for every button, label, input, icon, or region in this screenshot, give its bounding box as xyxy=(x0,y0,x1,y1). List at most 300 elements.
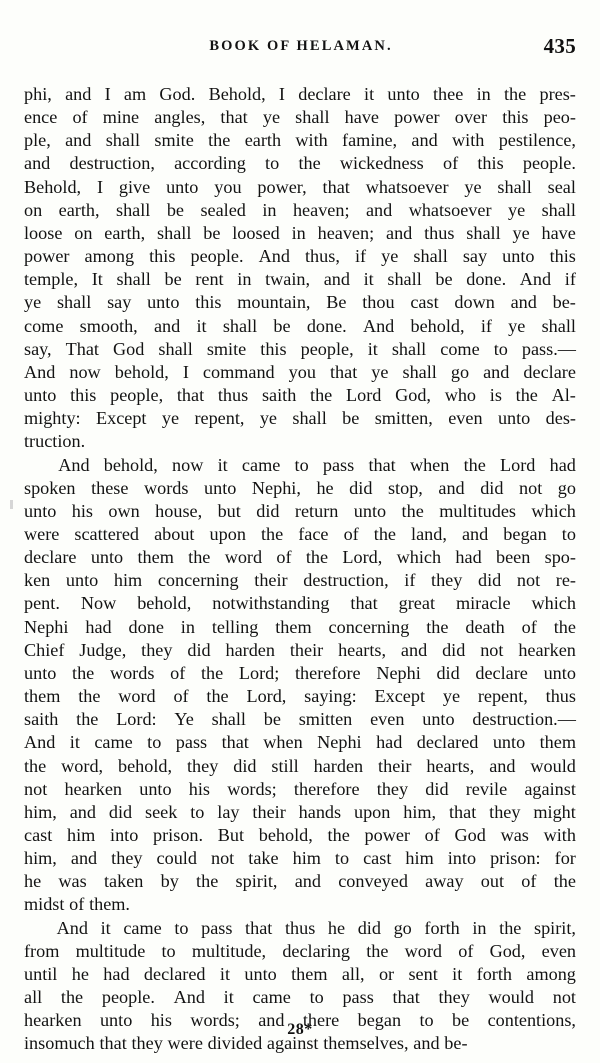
word: God xyxy=(113,338,145,359)
word: when xyxy=(409,454,450,475)
word: And xyxy=(56,917,88,938)
word: did xyxy=(187,639,211,660)
word: the xyxy=(208,130,231,151)
word: and xyxy=(483,361,510,382)
text-line xyxy=(24,662,576,685)
word: shall xyxy=(391,338,427,359)
text-line: insomuch that they were divided against themselves, and be- xyxy=(24,1033,468,1054)
scan-artifact-mark xyxy=(10,500,13,509)
word: Behold, xyxy=(208,84,266,104)
word: and xyxy=(70,848,98,869)
word: shall xyxy=(402,361,437,382)
word: his xyxy=(150,1010,172,1031)
word: word xyxy=(224,547,263,568)
word: people. xyxy=(190,246,244,267)
word: shall xyxy=(56,292,92,313)
word: prison: xyxy=(490,848,541,869)
word: word xyxy=(118,686,156,707)
word: angles, xyxy=(154,107,206,128)
word: and xyxy=(365,199,393,220)
word: unto xyxy=(147,292,180,313)
word: that xyxy=(329,361,358,382)
word: he xyxy=(24,871,42,892)
text-line xyxy=(24,152,576,175)
word: Lord: xyxy=(116,709,157,730)
word: unto xyxy=(166,176,199,197)
word: this xyxy=(195,292,222,313)
word: notwithstanding xyxy=(212,593,330,614)
word: began xyxy=(503,523,547,544)
word: this xyxy=(477,153,504,174)
word: shall xyxy=(158,338,193,359)
word: the xyxy=(24,755,47,776)
text-line xyxy=(24,731,576,754)
word: he xyxy=(316,477,334,498)
text-line xyxy=(24,338,576,361)
word: that xyxy=(322,176,350,197)
word: saying: xyxy=(304,686,357,707)
word: phi, xyxy=(24,84,52,104)
word: who xyxy=(444,385,477,406)
word: his xyxy=(71,500,93,521)
word: by xyxy=(160,871,179,892)
word: the xyxy=(305,547,329,568)
word: Ye xyxy=(174,709,194,730)
word: prison. xyxy=(153,825,204,845)
text-line xyxy=(24,384,576,407)
text-line xyxy=(24,83,576,106)
word: It xyxy=(91,269,103,290)
text-line xyxy=(24,500,576,523)
word: him, xyxy=(24,801,57,822)
word: ken xyxy=(24,570,51,591)
word: with xyxy=(452,130,485,151)
word: declare xyxy=(523,361,576,382)
word: the xyxy=(76,709,99,730)
word: I xyxy=(278,84,285,104)
word: thee xyxy=(433,84,464,104)
word: declared xyxy=(416,732,479,753)
word: the xyxy=(426,616,449,637)
word: their xyxy=(254,570,288,591)
word: out xyxy=(480,871,505,892)
word: Judge, xyxy=(79,639,127,660)
word: Nephi xyxy=(317,732,362,753)
word: And xyxy=(519,269,552,290)
word: and xyxy=(411,130,438,151)
word: sealed xyxy=(200,199,246,220)
paragraph-para-1 xyxy=(24,83,576,454)
word: shall xyxy=(413,246,448,267)
word: people. xyxy=(522,153,576,174)
word: stop, xyxy=(387,477,423,498)
word: the xyxy=(463,454,486,475)
word: it xyxy=(364,84,375,104)
word: that xyxy=(448,801,477,822)
word: among xyxy=(84,246,135,267)
word: been xyxy=(495,547,531,568)
word: smitten, xyxy=(374,408,433,429)
word: thus xyxy=(545,686,576,707)
word: and xyxy=(69,801,96,822)
word: repent, xyxy=(477,686,528,707)
word: to xyxy=(294,454,309,475)
word: it xyxy=(452,963,463,984)
word: came xyxy=(252,987,291,1008)
word: destruction, xyxy=(303,570,389,591)
word: be xyxy=(203,222,221,243)
word: command xyxy=(202,361,275,382)
word: unto xyxy=(99,1010,133,1031)
word: the xyxy=(196,871,219,892)
word: among xyxy=(526,963,576,984)
word: behold, xyxy=(114,361,169,382)
text-line xyxy=(24,291,576,314)
word: ye xyxy=(381,246,399,267)
word: unto xyxy=(204,477,237,498)
word: could xyxy=(156,848,197,869)
word: not xyxy=(24,778,48,799)
word: the xyxy=(401,500,424,521)
word: Be xyxy=(326,292,347,313)
word: I xyxy=(104,84,111,104)
word: thus xyxy=(424,222,455,243)
word: they xyxy=(431,570,463,591)
word: multitudes xyxy=(439,500,516,521)
word: be xyxy=(435,269,453,290)
word: on xyxy=(24,199,43,220)
word: people, xyxy=(110,385,164,406)
word: this xyxy=(260,338,287,359)
text-line xyxy=(24,361,576,384)
word: unto xyxy=(139,778,172,799)
text-line xyxy=(24,801,576,824)
word: behold, xyxy=(137,593,192,614)
word: had xyxy=(85,616,112,637)
word: sent xyxy=(408,963,438,984)
word: did xyxy=(436,662,460,683)
word: But xyxy=(217,825,245,845)
word: loose xyxy=(24,222,63,243)
word: shall xyxy=(116,199,151,220)
word: their xyxy=(378,755,412,776)
word: to xyxy=(190,801,205,822)
word: that xyxy=(368,454,396,475)
word: and xyxy=(294,871,321,892)
word: came xyxy=(241,454,281,475)
word: des- xyxy=(545,408,576,429)
word: and xyxy=(24,153,51,174)
word: Nephi xyxy=(24,616,69,637)
word: unto xyxy=(502,246,535,267)
word: even xyxy=(370,709,405,730)
word: therefore xyxy=(294,662,361,683)
word: words; xyxy=(227,778,277,799)
word: ye xyxy=(262,107,281,128)
word: unto xyxy=(244,963,277,984)
word: of xyxy=(424,825,440,845)
word: that xyxy=(392,987,420,1008)
word: of xyxy=(442,153,459,174)
word: upon xyxy=(353,801,391,822)
word: shall xyxy=(387,269,422,290)
running-head-title: BOOK OF HELAMAN. xyxy=(209,38,393,54)
word: unto xyxy=(422,709,455,730)
word: of xyxy=(458,940,474,961)
word: all xyxy=(24,987,43,1008)
word: was xyxy=(500,825,529,845)
word: him xyxy=(113,570,143,591)
text-line xyxy=(24,917,576,940)
word: their xyxy=(289,639,324,660)
word: that xyxy=(221,732,249,753)
word: words xyxy=(144,477,189,498)
word: declared xyxy=(143,963,206,984)
word: return xyxy=(294,500,339,521)
word: and xyxy=(65,130,92,151)
word: done. xyxy=(306,315,347,336)
word: people, xyxy=(300,338,354,359)
word: and xyxy=(489,755,516,776)
word: were xyxy=(24,523,60,544)
word: they xyxy=(438,987,470,1008)
word: and xyxy=(461,523,489,544)
word: I xyxy=(96,176,104,197)
word: give xyxy=(118,176,151,197)
text-line xyxy=(24,569,576,592)
word: about xyxy=(154,523,195,544)
word: earth, xyxy=(104,222,146,243)
word: thus xyxy=(284,917,316,938)
word: cast xyxy=(363,848,392,869)
word: them xyxy=(291,963,328,984)
word: pestilence, xyxy=(498,130,576,151)
word: the xyxy=(72,662,95,683)
word: hands xyxy=(298,801,342,822)
word: And xyxy=(58,454,90,475)
word: had xyxy=(549,454,576,475)
word: that xyxy=(176,385,205,406)
word: still xyxy=(271,755,299,776)
word: or xyxy=(378,963,395,984)
word: seek xyxy=(145,801,178,822)
word: pass.— xyxy=(521,338,576,359)
word: multitude xyxy=(75,940,146,961)
text-line xyxy=(24,986,576,1009)
word: in xyxy=(180,616,195,637)
word: that xyxy=(350,593,378,614)
word: twain, xyxy=(265,269,311,290)
word: not xyxy=(552,987,576,1008)
word: God. xyxy=(159,84,196,104)
word: when xyxy=(263,732,303,753)
word: declare xyxy=(475,662,528,683)
word: had xyxy=(376,732,403,753)
word: into xyxy=(110,825,139,845)
word: against xyxy=(524,778,576,799)
word: and xyxy=(65,84,92,104)
word: pent. xyxy=(24,593,60,614)
word: him, xyxy=(403,801,437,822)
word: over xyxy=(454,107,488,128)
word: the xyxy=(298,153,321,174)
word: the xyxy=(260,523,284,544)
word: and xyxy=(386,222,413,243)
word: of xyxy=(173,686,189,707)
word: came xyxy=(94,732,133,753)
word: he xyxy=(327,917,346,938)
text-line xyxy=(24,592,576,615)
word: him xyxy=(67,825,96,845)
word: mine xyxy=(102,107,140,128)
word: And xyxy=(362,315,395,336)
word: power xyxy=(394,107,440,128)
word: it xyxy=(100,917,111,938)
word: did xyxy=(442,639,466,660)
word: say, xyxy=(24,338,52,359)
word: And xyxy=(24,361,56,382)
word: to xyxy=(561,523,576,544)
word: and xyxy=(510,292,537,313)
word: And xyxy=(258,246,290,267)
word: taken xyxy=(103,871,144,892)
word: take xyxy=(248,848,279,869)
word: And xyxy=(173,987,205,1008)
word: shall xyxy=(541,315,576,336)
word: the xyxy=(188,547,211,568)
word: the xyxy=(373,523,396,544)
word: and xyxy=(153,315,181,336)
word: hearken xyxy=(64,778,123,799)
word: not xyxy=(480,639,504,660)
word: scattered xyxy=(74,523,140,544)
word: and xyxy=(258,1010,285,1031)
text-line xyxy=(24,129,576,152)
word: until xyxy=(24,963,58,984)
word: hearts, xyxy=(426,755,475,776)
word: Except xyxy=(95,408,147,429)
word: down xyxy=(454,292,495,313)
word: famine, xyxy=(342,130,398,151)
word: great xyxy=(398,593,436,614)
word: contentions, xyxy=(487,1010,576,1031)
word: it xyxy=(367,338,378,359)
word: but xyxy=(217,500,241,521)
word: lay xyxy=(217,801,240,822)
word: And xyxy=(24,732,56,753)
word: and xyxy=(438,477,465,498)
word: the xyxy=(78,686,101,707)
word: shall xyxy=(541,199,576,220)
word: began xyxy=(357,1010,402,1031)
word: word, xyxy=(61,755,104,776)
word: the xyxy=(206,686,229,707)
word: in xyxy=(237,269,252,290)
word: with xyxy=(543,825,576,845)
word: not xyxy=(516,570,541,591)
word: concerning xyxy=(157,570,239,591)
word: be xyxy=(342,408,360,429)
word: I xyxy=(182,361,189,382)
word: shall xyxy=(292,408,327,429)
word: multitude, xyxy=(191,940,267,961)
word: be xyxy=(164,269,182,290)
word: power xyxy=(364,825,410,845)
word: death xyxy=(465,616,505,637)
word: ye xyxy=(512,222,530,243)
word: to xyxy=(419,1010,434,1031)
word: might xyxy=(533,801,576,822)
word: house, xyxy=(155,500,203,521)
word: now xyxy=(69,361,101,382)
word: saith xyxy=(24,709,59,730)
word: of xyxy=(170,662,186,683)
word: cast xyxy=(410,292,439,313)
word: whatsoever xyxy=(408,199,492,220)
text-line xyxy=(24,755,576,778)
word: smite xyxy=(206,338,247,359)
word: unto xyxy=(24,385,57,406)
word: them xyxy=(24,686,61,707)
word: to xyxy=(174,917,189,938)
body-text xyxy=(24,83,576,1056)
word: him, xyxy=(24,848,57,869)
word: smitten xyxy=(298,709,353,730)
word: in xyxy=(472,917,487,938)
word: did xyxy=(233,755,257,776)
word: unto xyxy=(90,547,124,568)
word: even xyxy=(541,940,576,961)
word: this xyxy=(149,246,176,267)
text-line xyxy=(24,407,576,430)
word: they xyxy=(141,639,173,660)
word: ye xyxy=(259,408,277,429)
word: of xyxy=(521,616,537,637)
word: Nephi xyxy=(376,662,421,683)
word: of xyxy=(343,523,359,544)
word: shall xyxy=(105,130,141,151)
word: did xyxy=(349,477,373,498)
word: on xyxy=(74,222,93,243)
word: saith xyxy=(261,385,297,406)
word: is xyxy=(489,385,502,406)
word: away xyxy=(425,871,464,892)
word: cast xyxy=(24,825,53,845)
word: Behold, xyxy=(24,176,82,197)
word: come xyxy=(440,338,480,359)
word: in xyxy=(476,84,491,104)
word: them xyxy=(539,732,576,753)
word: which xyxy=(396,547,442,568)
word: Now xyxy=(80,593,117,614)
text-line xyxy=(24,523,576,546)
word: smooth, xyxy=(79,315,138,336)
word: temple, xyxy=(24,269,79,290)
word: did xyxy=(478,570,502,591)
text-line: truction. xyxy=(24,431,86,452)
word: they xyxy=(489,801,521,822)
word: the xyxy=(200,662,224,683)
word: had xyxy=(103,963,130,984)
word: unto xyxy=(492,732,526,753)
word: of xyxy=(521,871,537,892)
word: the xyxy=(515,385,538,406)
word: to xyxy=(161,940,176,961)
word: hearken xyxy=(518,639,576,660)
word: ye xyxy=(507,199,526,220)
word: not xyxy=(210,848,235,869)
word: their xyxy=(252,801,286,822)
